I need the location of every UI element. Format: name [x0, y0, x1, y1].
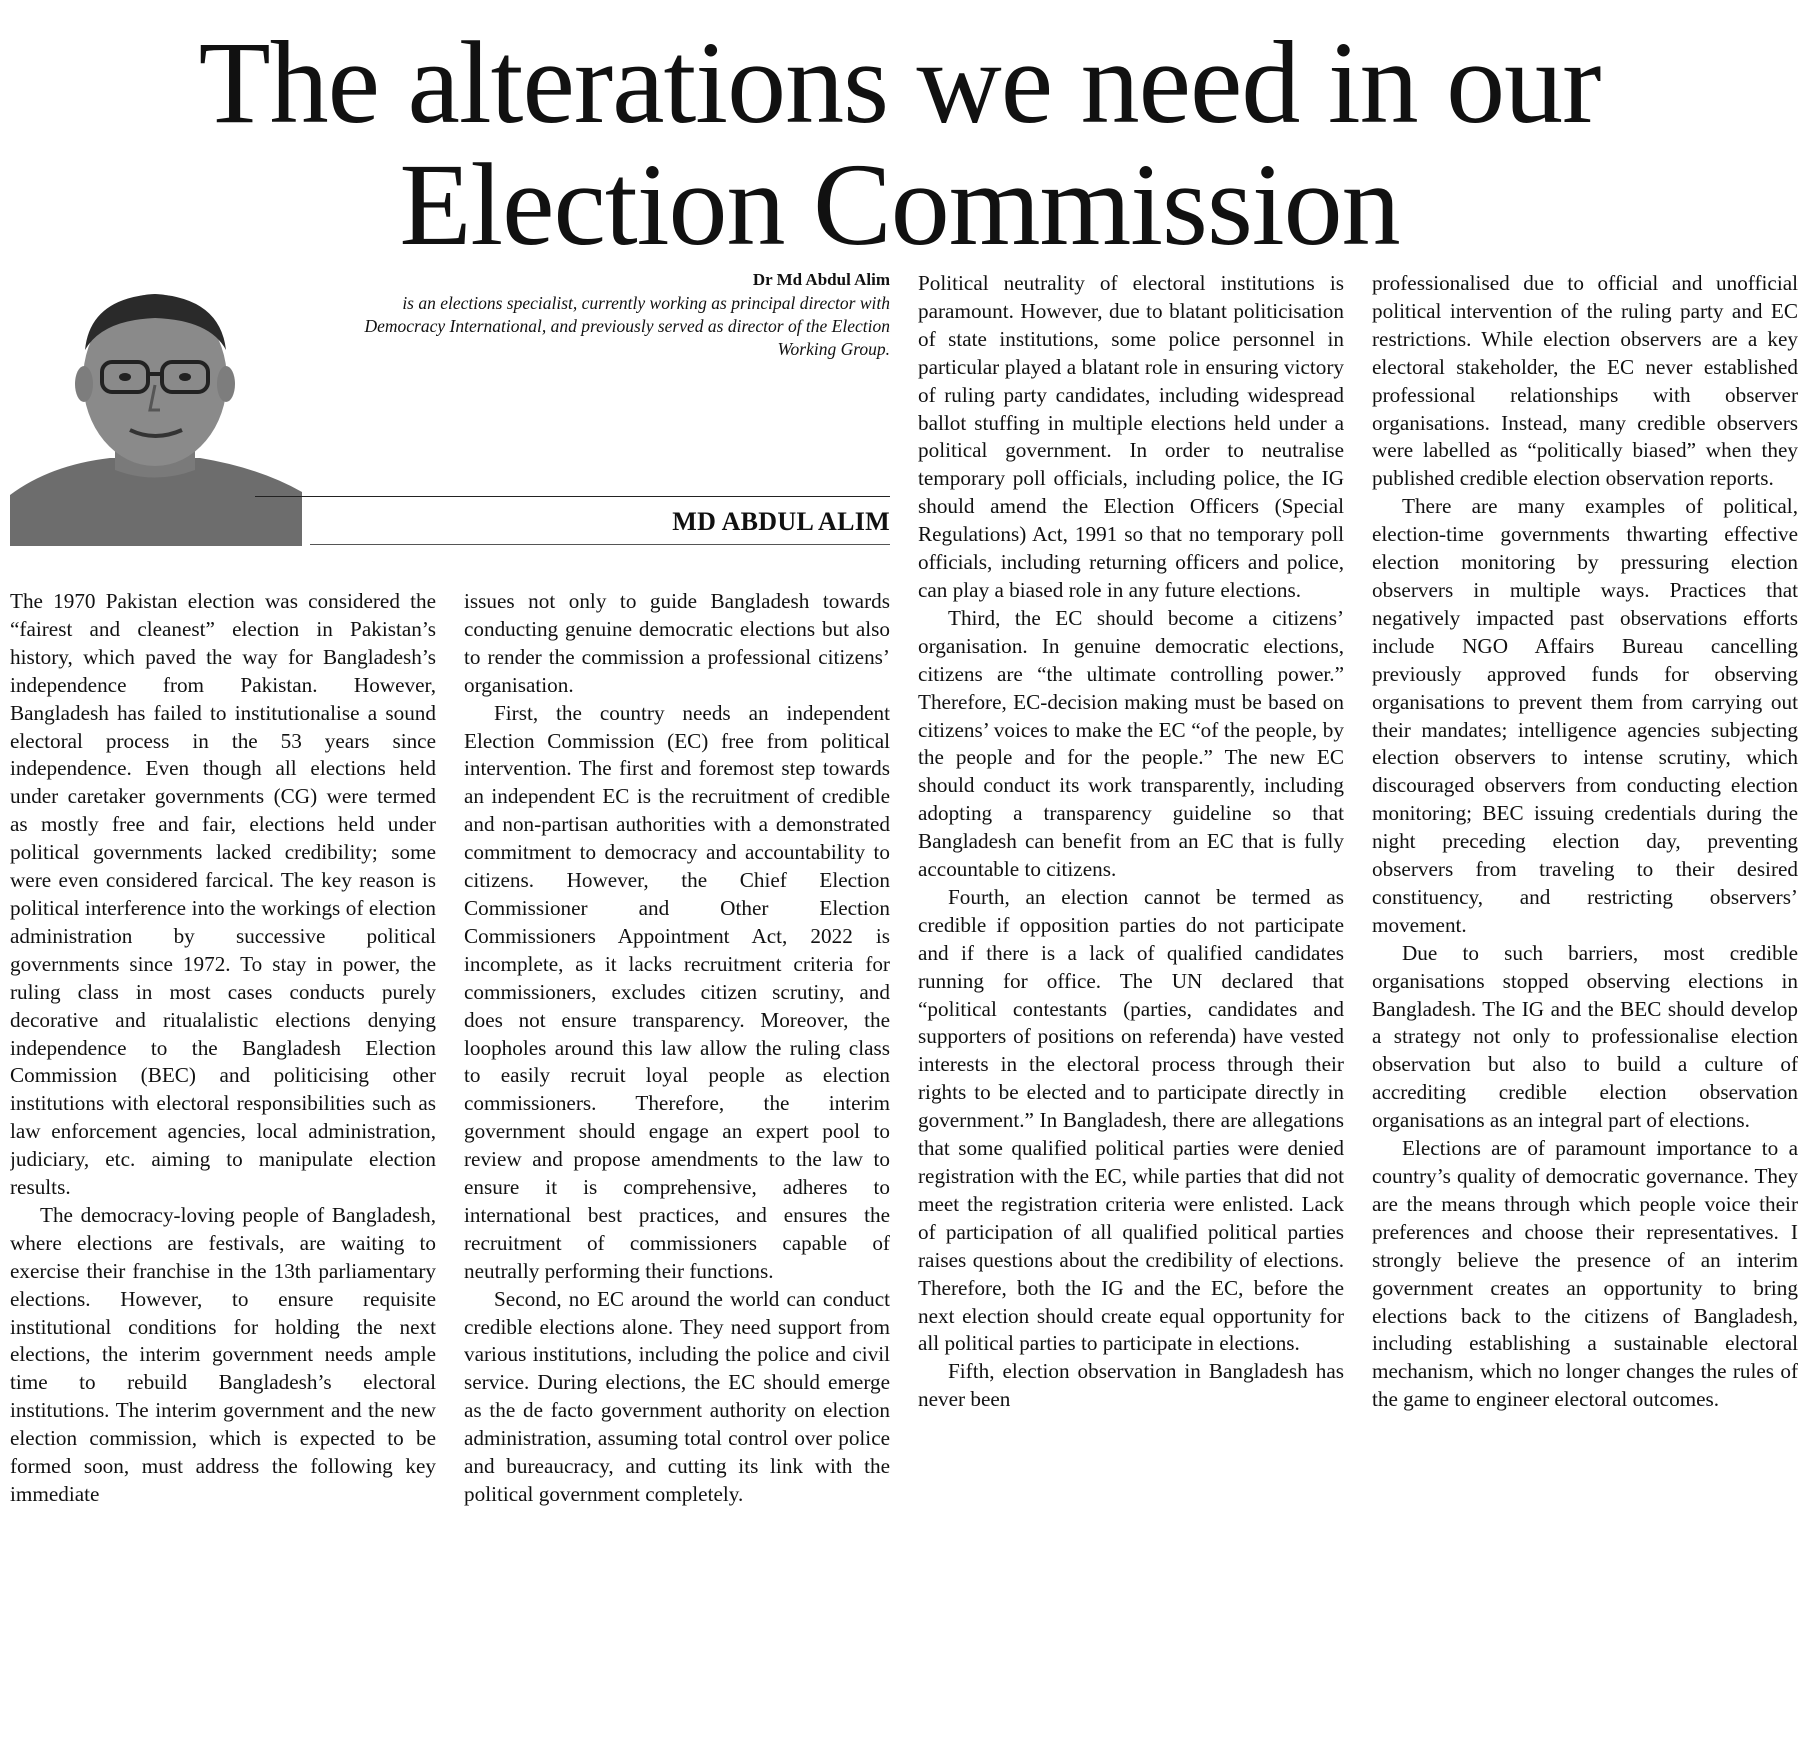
paragraph: Elections are of paramount importance to a country’s quality of democratic governance. They are the means through which people voice their preferences and choose their representatives. I strongly believe the presence of an interim government creates an opportunity to bring elections back to the citizens of Bangladesh, including establishing a sustainable electoral mechanism, which no longer changes the rules of the game to engineer electoral outcomes. — [1372, 1136, 1798, 1412]
headline — [0, 17, 1799, 270]
paragraph: The 1970 Pakistan election was considered the “fairest and cleanest” election in Pakistan’s history, which paved the way for Bangladesh’s independence from Pakistan. However, Bangladesh has failed to institutionalise a sound electoral process in the 53 years since independence. Even though all elections held under caretaker governments (CG) were termed as mostly free and fair, elections held under political governments lacked credibility; some were even considered farcical. The key reason is political interference into the workings of election administration by successive political governments since 1972. To stay in power, the ruling class in most cases conducts purely decorative and ritualalistic elections denying independence to the Bangladesh Election Commission (BEC) and politicising other institutions with electoral responsibilities such as law enforcement agencies, local administration, judiciary, etc. aiming to manipulate election results. — [10, 589, 436, 1200]
paragraph: Fifth, election observation in Bangladesh has never been — [918, 1359, 1344, 1412]
paragraph: First, the country needs an independent Election Commission (EC) free from political intervention. The first and foremost step towards an independent EC is the recruitment of credible and non-partisan authorities with a demonstrated commitment to democracy and accountability to citizens. However, the Chief Election Commissioner and Other Election Commissioners Appointment Act, 2022 is incomplete, as it lacks recruitment criteria for commissioners, excludes citizen scrutiny, and does not ensure transparency. Moreover, the loopholes around this law allow the ruling class to easily recruit loyal people as election commissioners. Therefore, the interim government should engage an expert pool to review and propose amendments to the law to ensure it is comprehensive, adheres to international best practices, and ensures the recruitment of commissioners capable of neutrally performing their functions. — [464, 700, 890, 1283]
paragraph: issues not only to guide Bangladesh towards conducting genuine democratic elections but also to render the commission a professional citizens’ organisation. — [464, 589, 890, 697]
author-box — [10, 268, 890, 546]
paragraph: Political neutrality of electoral institutions is paramount. However, due to blatant politicisation of state institutions, some police personnel in particular played a blatant role in ensuring victory of ruling party candidates, including widespread ballot stuffing in multiple elections held under a political government. In order to neutralise temporary poll officials, including police, the IG should amend the Election Officers (Special Regulations) Act, 1991 so that no temporary poll officials, including returning officers and police, can play a biased role in any future elections. — [918, 271, 1344, 602]
byline-rule — [255, 496, 890, 497]
article-column-3 — [918, 270, 1344, 1736]
paragraph: professionalised due to official and unofficial political intervention of the ruling party and EC restrictions. While election observers are a key electoral stakeholder, the EC never established professional relationships with observer organisations. Instead, many credible observers were labelled as “politically biased” when they published credible election observation reports. — [1372, 271, 1798, 491]
article-column-2 — [464, 588, 890, 1736]
byline-divider — [310, 544, 890, 545]
paragraph: The democracy-loving people of Bangladesh, where elections are festivals, are waiting to exercise their franchise in the 13th parliamentary elections. However, to ensure requisite institutional conditions for holding the next elections, the interim government needs ample time to rebuild Bangladesh’s electoral institutions. The interim government and the new election commission, which is expected to be formed soon, must address the following key immediate — [10, 1202, 436, 1506]
article-column-4 — [1372, 270, 1798, 1736]
paragraph: Second, no EC around the world can conduct credible elections alone. They need support from various institutions, including the police and civil service. During elections, the EC should emerge as the de facto government authority on election administration, assuming total control over police and bureaucracy, and cutting its link with the political government completely. — [464, 1286, 890, 1506]
article-column-1 — [10, 588, 436, 1736]
author-name: Dr Md Abdul Alim — [752, 270, 890, 289]
paragraph: There are many examples of political, election-time governments thwarting effective election monitoring by pressuring election observers in multiple ways. Practices that negatively impacted past observations efforts include NGO Affairs Bureau cancelling previously approved funds for observing organisations to prevent them from carrying out their mandates; intelligence agencies subjecting election observers to intense scrutiny, which discouraged observers from conducting election monitoring; BEC issuing credentials during the night preceding election day, preventing observers from traveling to their desired constituency, and restricting observers’ movement. — [1372, 494, 1798, 937]
paragraph: Fourth, an election cannot be termed as credible if opposition parties do not participate and if there is a lack of qualified candidates running for office. The UN declared that “political contestants (parties, candidates and supporters of positions on referenda) have vested interests in the electoral process through their rights to be elected and to participate directly in government.” In Bangladesh, there are allegations that some qualified political parties were denied registration with the EC, while parties that did not meet the registration criteria were enlisted. Lack of participation of all qualified political parties raises questions about the credibility of elections. Therefore, both the IG and the EC, before the next election should create equal opportunity for all political parties to participate in elections. — [918, 884, 1344, 1356]
author-bio-text: is an elections specialist, currently working as principal director with Democracy International, and previously served as director of the Election Working Group. — [364, 293, 890, 359]
author-bio — [330, 268, 890, 361]
paragraph: Third, the EC should become a citizens’ organisation. In genuine democratic elections, citizens are “the ultimate controlling power.” Therefore, EC-decision making must be based on citizens’ voices to make the EC “of the people, by the people and for the people.” The new EC should conduct its work transparently, including adopting a transparency guideline so that Bangladesh can benefit from an EC that is fully accountable to citizens. — [918, 605, 1344, 882]
paragraph: Due to such barriers, most credible organisations stopped observing elections in Bangladesh. The IG and the BEC should develop a strategy not only to professionalise election observation but also to build a culture of accrediting credible election observation organisations as an integral part of elections. — [1372, 940, 1798, 1133]
byline: MD ABDUL ALIM — [672, 507, 890, 536]
headline-line-1: The alterations we need in our — [198, 17, 1601, 148]
headline-line-2: Election Commission — [399, 139, 1400, 270]
author-portrait-icon — [10, 280, 302, 546]
